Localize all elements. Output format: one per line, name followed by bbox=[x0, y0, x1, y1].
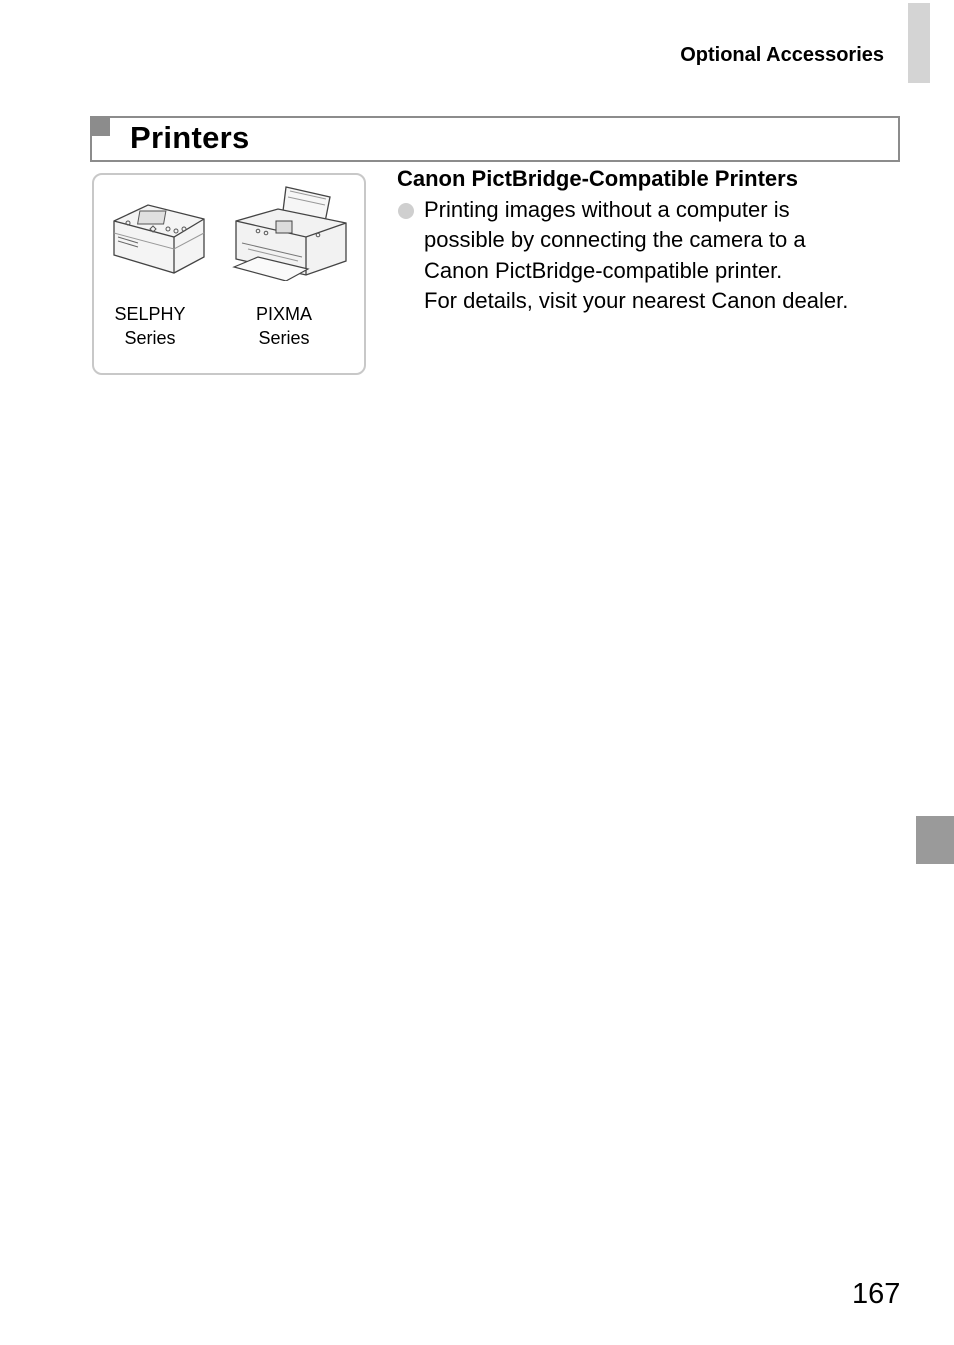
content-block bbox=[397, 164, 907, 317]
pixma-caption bbox=[232, 302, 336, 350]
bullet-line: possible by connecting the camera to a bbox=[424, 227, 806, 252]
chapter-tab-top bbox=[908, 3, 930, 83]
content-title: Canon PictBridge-Compatible Printers bbox=[397, 166, 798, 191]
section-title: Printers bbox=[130, 120, 250, 155]
chapter-tab-side bbox=[916, 816, 954, 864]
pixma-printer-icon bbox=[228, 183, 352, 281]
running-header: Optional Accessories bbox=[680, 44, 884, 66]
bullet-line: For details, visit your nearest Canon dealer. bbox=[424, 288, 849, 313]
bullet-line: Canon PictBridge-compatible printer. bbox=[424, 257, 783, 283]
bullet-item bbox=[397, 195, 907, 317]
bullet-circle-icon bbox=[398, 203, 414, 219]
page-number: 167 bbox=[852, 1278, 901, 1310]
selphy-caption-line1: SELPHY bbox=[114, 304, 186, 324]
printer-illustration-panel bbox=[92, 173, 366, 375]
section-heading-box bbox=[90, 116, 900, 162]
selphy-caption bbox=[98, 302, 202, 350]
pixma-caption-line2: Series bbox=[258, 328, 310, 348]
pixma-caption-line1: PIXMA bbox=[255, 304, 312, 324]
selphy-printer-icon bbox=[108, 199, 208, 275]
bullet-line: Printing images without a computer is bbox=[424, 196, 790, 222]
selphy-caption-line2: Series bbox=[124, 328, 176, 348]
